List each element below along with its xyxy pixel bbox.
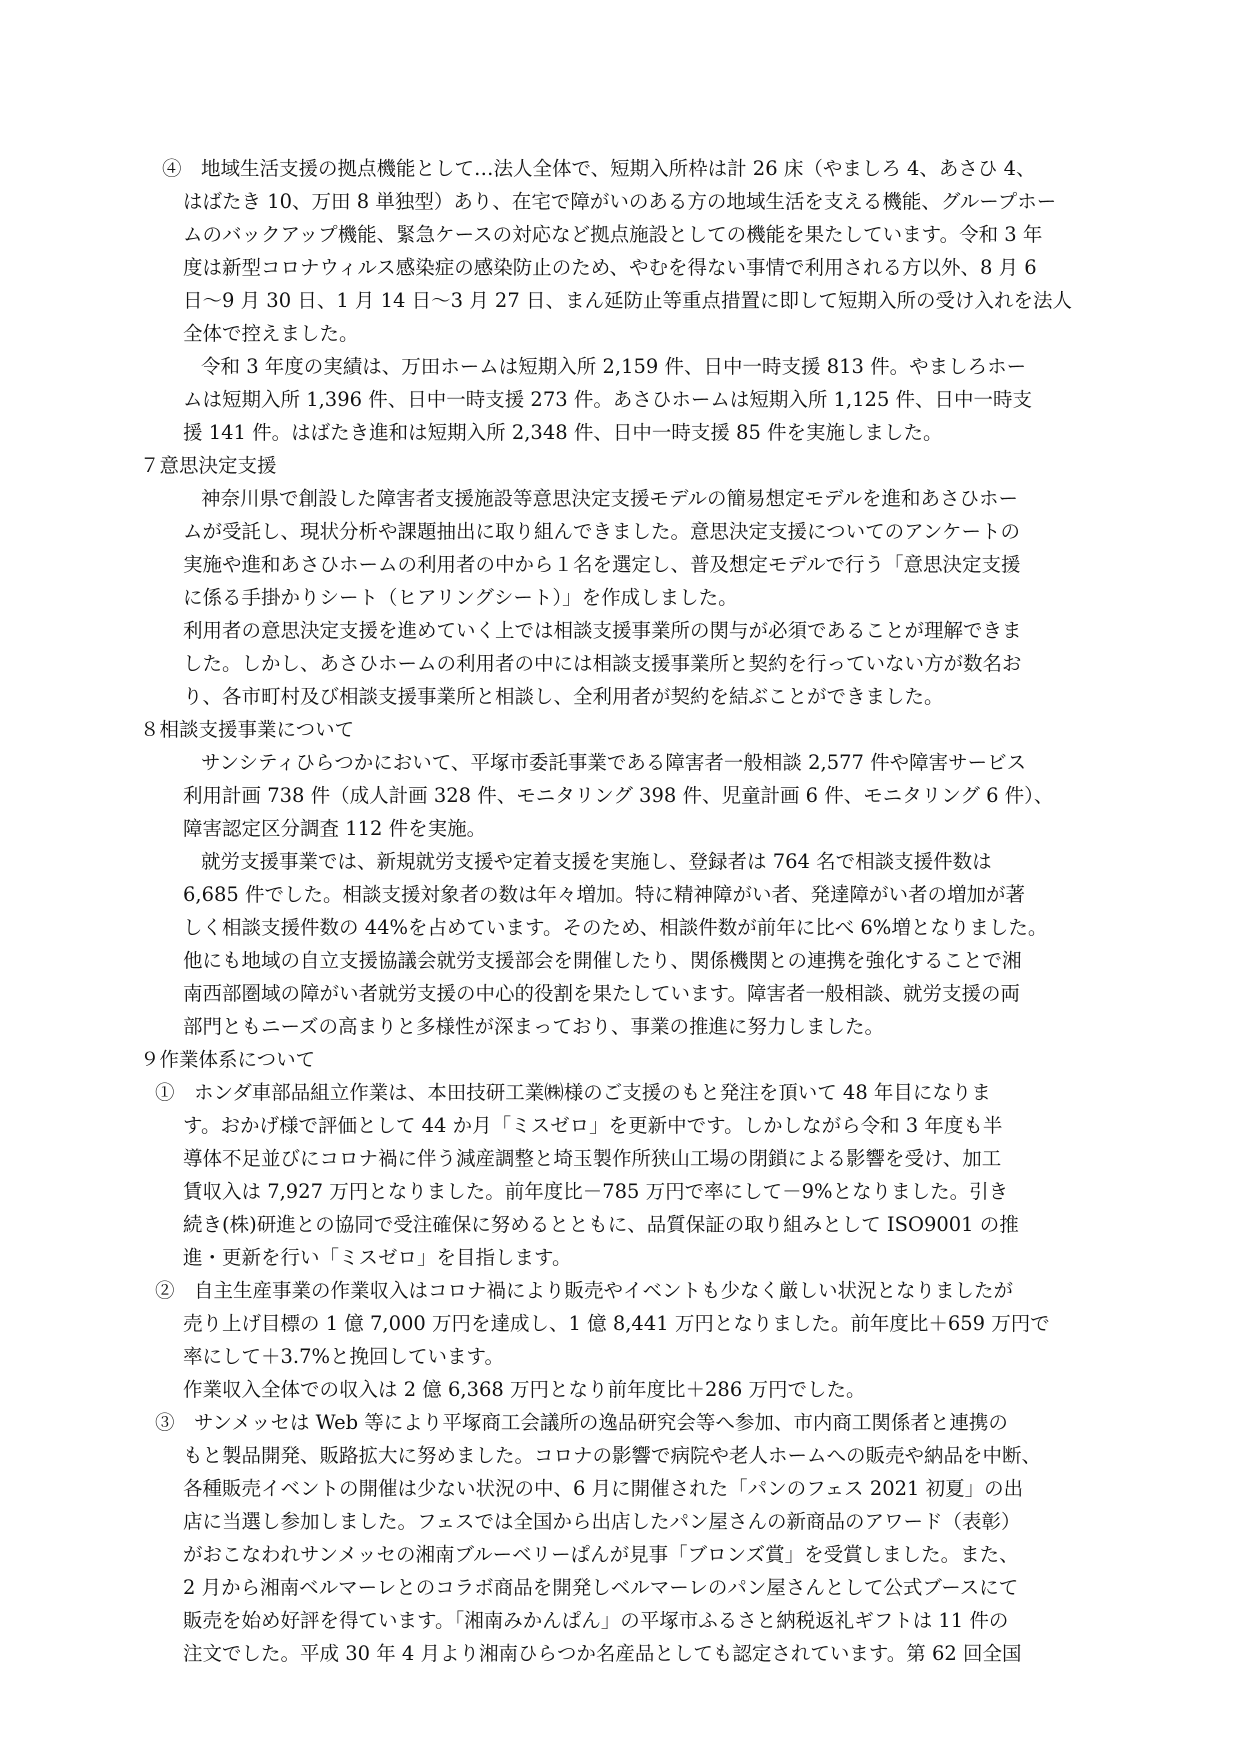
section-heading: ９作業体系について xyxy=(140,1048,316,1071)
text-line: 就労支援事業では、新規就労支援や定着支援を実施し、登録者は 764 名で相談支援件数は xyxy=(201,850,992,873)
text-line: サンシティひらつかにおいて、平塚市委託事業である障害者一般相談 2,577 件や障害サービス xyxy=(201,751,1027,774)
text-line: 2 月から湘南ベルマーレとのコラボ商品を開発しベルマーレのパン屋さんとして公式ブースにて xyxy=(183,1576,1019,1599)
text-line: ④ 地域生活支援の拠点機能として…法人全体で、短期入所枠は計 26 床（やましろ 4、あさひ 4、 xyxy=(162,157,1036,180)
text-line: に係る手掛かりシート（ヒアリングシート）」を作成しました。 xyxy=(183,586,738,609)
text-line: す。おかげ様で評価として 44 か月「ミスゼロ」を更新中です。しかしながら令和 3 年度も半 xyxy=(183,1114,1003,1137)
text-line: もと製品開発、販路拡大に努めました。コロナの影響で病院や老人ホームへの販売や納品を中断、 xyxy=(183,1444,1042,1467)
text-line: 度は新型コロナウィルス感染症の感染防止のため、やむを得ない事情で利用される方以外、8 月 6 xyxy=(183,256,1037,279)
text-line: 障害認定区分調査 112 件を実施。 xyxy=(183,817,487,840)
text-line: 導体不足並びにコロナ禍に伴う減産調整と埼玉製作所狭山工場の閉鎖による影響を受け、加工 xyxy=(183,1147,1002,1170)
text-line: 日〜9 月 30 日、1 月 14 日〜3 月 27 日、まん延防止等重点措置に即して短期入所の受け入れを法人 xyxy=(183,289,1072,312)
text-line: 利用計画 738 件（成人計画 328 件、モニタリング 398 件、児童計画 6 件、モニタリング 6 件）、 xyxy=(183,784,1054,807)
text-line: した。しかし、あさひホームの利用者の中には相談支援事業所と契約を行っていない方が数名お xyxy=(183,652,1022,675)
text-line: ムが受託し、現状分析や課題抽出に取り組んできました。意思決定支援についてのアンケートの xyxy=(183,520,1020,543)
text-line: 続き(株)研進との協同で受注確保に努めるとともに、品質保証の取り組みとして ISO9001 の推 xyxy=(183,1213,1019,1236)
text-line: 各種販売イベントの開催は少ない状況の中、6 月に開催された「パンのフェス 2021 初夏」の出 xyxy=(183,1477,1024,1500)
text-line: 実施や進和あさひホームの利用者の中から１名を選定し、普及想定モデルで行う「意思決定支援 xyxy=(183,553,1021,576)
text-line: ② 自主生産事業の作業収入はコロナ禍により販売やイベントも少なく厳しい状況となりましたが xyxy=(155,1279,1014,1302)
text-line: 進・更新を行い「ミスゼロ」を目指します。 xyxy=(183,1246,572,1269)
text-line: 作業収入全体での収入は 2 億 6,368 万円となり前年度比＋286 万円でした。 xyxy=(183,1378,866,1401)
text-line: 6,685 件でした。相談支援対象者の数は年々増加。特に精神障がい者、発達障がい者の増加が著 xyxy=(183,883,1026,906)
text-line: 注文でした。平成 30 年 4 月より湘南ひらつか名産品としても認定されています。第 62 回全国 xyxy=(183,1642,1022,1665)
text-line: 率にして＋3.7%と挽回しています。 xyxy=(183,1345,504,1368)
text-line: 南西部圏域の障がい者就労支援の中心的役割を果たしています。障害者一般相談、就労支援の両 xyxy=(183,982,1020,1005)
text-line: 部門ともニーズの高まりと多様性が深まっており、事業の推進に努力しました。 xyxy=(183,1015,885,1038)
text-line: 他にも地域の自立支援協議会就労支援部会を開催したり、関係機関との連携を強化することで湘 xyxy=(183,949,1022,972)
text-line: 賃収入は 7,927 万円となりました。前年度比－785 万円で率にして－9%となりました。引き xyxy=(183,1180,1009,1203)
text-line: 全体で控えました。 xyxy=(183,322,359,345)
text-line: 援 141 件。はばたき進和は短期入所 2,348 件、日中一時支援 85 件を実施しました。 xyxy=(183,421,943,444)
text-line: 利用者の意思決定支援を進めていく上では相談支援事業所の関与が必須であることが理解できま xyxy=(183,619,1022,642)
text-line: 店に当選し参加しました。フェスでは全国から出店したパン屋さんの新商品のアワード（表彰） xyxy=(183,1510,1021,1533)
text-line: はばたき 10、万田 8 単独型）あり、在宅で障がいのある方の地域生活を支える機能、グループホー xyxy=(183,190,1057,213)
text-line: 令和 3 年度の実績は、万田ホームは短期入所 2,159 件、日中一時支援 813 件。やましろホー xyxy=(201,355,1027,378)
text-line: 販売を始め好評を得ています。「湘南みかんぱん」の平塚市ふるさと納税返礼ギフトは 11 件の xyxy=(183,1609,1009,1632)
text-line: 神奈川県で創設した障害者支援施設等意思決定支援モデルの簡易想定モデルを進和あさひホー xyxy=(201,487,1019,510)
section-heading: ８相談支援事業について xyxy=(140,718,355,741)
text-line: ムは短期入所 1,396 件、日中一時支援 273 件。あさひホームは短期入所 1,125 件、日中一時支 xyxy=(183,388,1033,411)
text-line: ① ホンダ車部品組立作業は、本田技研工業㈱様のご支援のもと発注を頂いて 48 年目になりま xyxy=(155,1081,991,1104)
text-line: がおこなわれサンメッセの湘南ブルーベリーぱんが見事「ブロンズ賞」を受賞しました。また、 xyxy=(183,1543,1019,1566)
text-line: 売り上げ目標の 1 億 7,000 万円を達成し、1 億 8,441 万円となりました。前年度比＋659 万円で xyxy=(183,1312,1050,1335)
text-line: ③ サンメッセは Web 等により平塚商工会議所の逸品研究会等へ参加、市内商工関係者と連携の xyxy=(155,1411,1008,1434)
text-line: しく相談支援件数の 44%を占めています。そのため、相談件数が前年に比べ 6%増となりました。 xyxy=(183,916,1048,939)
section-heading: ７意思決定支援 xyxy=(140,454,277,477)
text-line: り、各市町村及び相談支援事業所と相談し、全利用者が契約を結ぶことができました。 xyxy=(183,685,944,708)
text-line: ムのバックアップ機能、緊急ケースの対応など拠点施設としての機能を果たしています。令和 3 年 xyxy=(183,223,1043,246)
